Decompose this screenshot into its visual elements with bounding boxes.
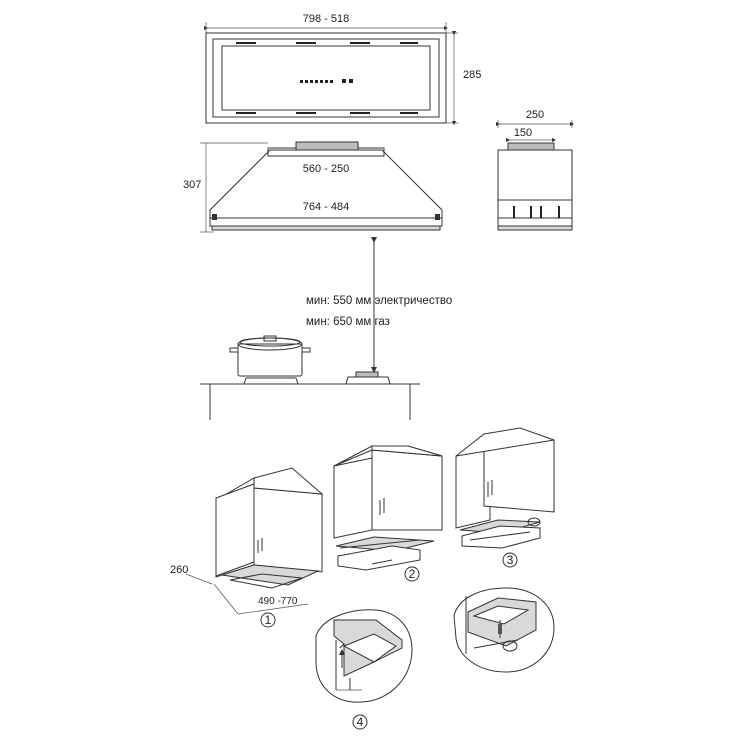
front-view	[183, 142, 442, 232]
front-height-label: 307	[183, 179, 202, 191]
detail-4-closeup	[316, 610, 412, 702]
step-2-cabinet	[334, 446, 442, 570]
step-4-marker	[353, 715, 367, 729]
detail-3-closeup	[454, 588, 554, 672]
step-3-number: 3	[506, 553, 514, 567]
clearance-gas-label: мин: 650 мм газ	[306, 316, 390, 328]
cabinet-depth-label: 260	[170, 564, 189, 576]
step-3-cabinet	[456, 428, 554, 548]
step-3-marker	[503, 553, 517, 567]
front-top-label: 560 - 250	[302, 163, 350, 175]
side-view	[498, 109, 572, 230]
front-bottom-label: 764 - 484	[302, 201, 350, 213]
clearance-electric-label: мин: 550 мм электричество	[306, 295, 453, 307]
cooktop	[200, 336, 420, 420]
top-depth-label: 285	[463, 69, 482, 81]
top-width-label: 798 - 518	[302, 13, 350, 25]
step-1-marker	[261, 613, 275, 627]
step-2-number: 2	[408, 567, 416, 581]
control-buttons	[300, 79, 353, 83]
top-view	[206, 13, 481, 123]
pot	[230, 336, 310, 376]
step-4-number: 4	[356, 715, 364, 729]
side-outlet-label: 150	[513, 127, 533, 139]
cabinet-width-label: 490 -770	[258, 596, 298, 607]
step-1-cabinet	[170, 468, 322, 614]
step-2-marker	[405, 567, 419, 581]
side-width-label: 250	[525, 109, 545, 121]
step-1-number: 1	[264, 613, 272, 627]
